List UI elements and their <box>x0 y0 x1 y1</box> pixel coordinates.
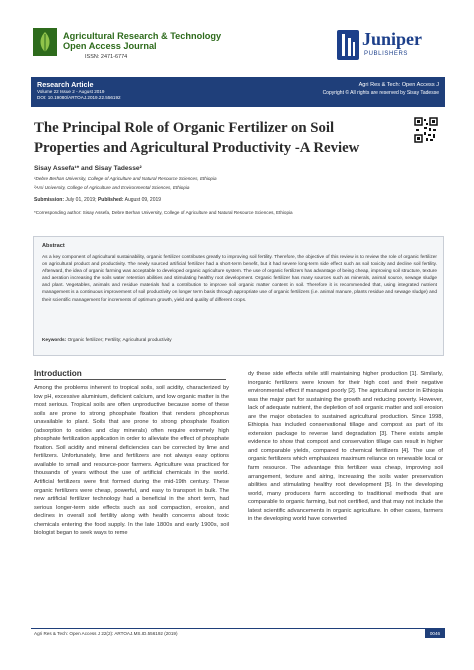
section-divider <box>34 379 226 380</box>
submission-label: Submission: <box>34 197 65 203</box>
journal-header <box>33 28 445 72</box>
article-type: Research Article <box>37 80 94 89</box>
corresponding-author: *Corresponding author: Sisay Assefa, Debre Berhan University, College of Agriculture and Natural Resource Sciences, Ethiopia <box>34 210 293 215</box>
journal-citation: Agri Res & Tech: Open Access J <box>358 82 439 88</box>
submission-date: July 01, 2019; <box>64 197 98 203</box>
authors: Sisay Assefa¹* and Sisay Tadesse² <box>34 165 142 172</box>
publisher-subtitle: PUBLISHERS <box>364 51 409 57</box>
journal-logo-icon <box>33 28 57 56</box>
body-column-right: dy these side effects while still maintaining higher production [1]. Similarly, inorganic fertilizers were known for their high cost and their negative environmental effect if managed poorly [2]. The agricultural sector in Ethiopia was the major part for sustaining the growth and reducing poverty. However, lack of adequate nutrient, the depletion of soil organic matter and soil erosion are the major obstacles to sustained agricultural production. Since 1998, Ethiopia has included conservational tillage and compost as part of its extension package to reverse land degradation [3]. There exists ample evidence to show that compost and conservation tillage can result in higher and comparable yields, compared to chemical fertilizers [4]. The use of organic fertilizers which emphasizes maximum reliance on renewable local or farm resource. The advantage this fertilizer was cheap, improving soil arrangement, texture and airing, increasing the soils water preservation abilities and stimulating healthy root development [5]. In the developing world, many producers farm according to traditional methods that are comparable to organic farming, but not certified, and that may not include the latest scientific advancements in organic agriculture. In other cases, farmers in the developing world have converted <box>248 371 443 523</box>
copyright: Copyright © All rights are reserved by Sisay Tadesse <box>322 90 439 96</box>
journal-subtitle: Open Access Journal <box>63 41 157 51</box>
article-info-band <box>31 77 445 107</box>
journal-name: Agricultural Research & Technology <box>63 31 222 41</box>
keywords <box>42 338 172 343</box>
section-heading: Introduction <box>34 369 82 378</box>
abstract-body: As a key component of agricultural sustainability, organic fertilizer contributes greatly to improving soil fertility. Therefore, the objective of this review is to review the role of organic fertilizer on agricultural product and productivity. The newly sourced artificial fertilizer had a short-term benefit, but it had severe long-term side effect such as soil toxicity and decline soil fertility. Afterward, the idea of organic farming was acceptable to developed organic agriculture system. The use of organic fertilizers has advantage of being cheap, improving soil structure, texture and aeration increasing the soils water retention abilities and stimulating healthy root development. Organic fertilizer has many sources such as minerals, animal source, sewage sludge and plant. Vegetables, animals and residue materials had a contribution to improve soil organic matter content in soil. Therefore it is recommended that, using integrated nutrient management is a continuous improvement of soil productivity on longer term basis through appropriate use of organic fertilizers (i.e. animal manure, plants residue and sewage sludge) and their scientific management for increments of optimum growth, yield and quality of different crops. <box>42 255 437 303</box>
issn: ISSN: 2471-6774 <box>85 54 128 60</box>
publisher-logo[interactable] <box>337 28 441 66</box>
body-column-left: Among the problems inherent to tropical soils, soil acidity, characterized by low pH, excessive aluminium, deficient calcium, and low organic matter is the most serious. Tropical soils are often unproductive because some of these soils are prone to strong phosphate fixation that renders phosphorus unavailable to plant. Soils that are prone to strong phosphate fixation (adsorption to oxides and clay minerals) often require extremely high phosphate fertilization application in order to alleviate the effect of phosphate fixation. Soil acidity and mineral deficiencies can be corrected by lime and fertilizers. Unfortunately, lime and fertilizers are not always easy options available to small and resource-poor farmers. Agriculture was practiced for thousands of years without the use of artificial chemicals in the world. Artificial fertilizers were first formed during the mid-19th century. These organic fertilizers were cheap, powerful, and easy to transport in bulk. The new artificial fertilizer technology had a beneficial in the short term, had serious longer-term side effects such as soil compaction, erosion, and declines in overall soil fertility along with health concerns about toxic chemicals entering the food supply. In the late 1800s and early 1900s, soil biologist began to seek ways to reme <box>34 385 229 537</box>
publisher-name: Juniper <box>362 29 423 49</box>
page-number: 0046 <box>425 629 445 638</box>
publisher-logo-icon <box>337 30 359 60</box>
affiliation-2: ²Arsi University, College of Agriculture and Environmental Sciences, Ethiopia <box>34 185 190 190</box>
article-title: The Principal Role of Organic Fertilizer on Soil Properties and Agricultural Productivity -A Review <box>34 120 360 156</box>
keywords-label: Keywords: <box>42 338 67 343</box>
abstract-heading: Abstract <box>42 243 65 249</box>
submission-dates <box>34 197 161 203</box>
affiliation-1: ¹Debre Berhan University, College of Agriculture and Natural Resource Sciences, Ethiopia <box>34 176 217 181</box>
keywords-list: Organic fertilizer; Fertility; Agricultural productivity <box>66 338 172 343</box>
volume-info: Volume 22 Issue 2 - August 2019 <box>37 89 105 94</box>
published-date: August 09, 2019 <box>123 197 162 203</box>
footer-citation: Agri Res & Tech: Open Access J 22(2): ARTOAJ.MS.ID.556192 (2019) <box>34 631 178 636</box>
page-footer <box>31 628 445 637</box>
abstract-box <box>33 236 444 356</box>
doi-link[interactable]: DOI: 10.19080/ARTOAJ.2019.22.556192 <box>37 95 121 100</box>
qr-code-icon <box>414 117 438 143</box>
published-label: Published: <box>97 197 124 203</box>
